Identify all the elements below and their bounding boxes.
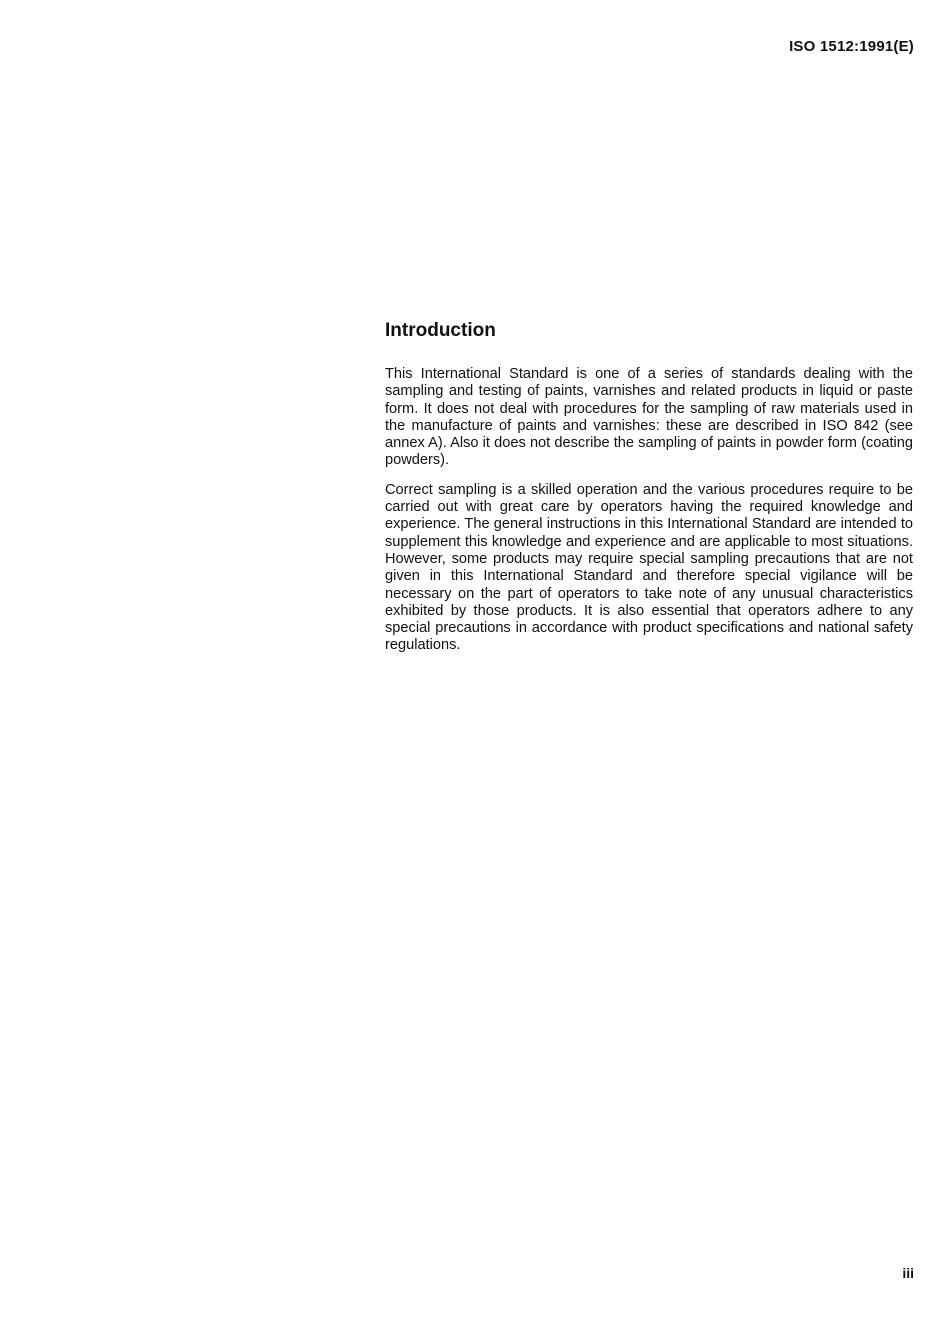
document-header-standard-id: ISO 1512:1991(E) xyxy=(789,38,914,55)
page-number: iii xyxy=(902,1265,914,1281)
introduction-section xyxy=(385,318,913,667)
paragraph-2: Correct sampling is a skilled operation and the various procedures require to be carried out with great care by operators having the required knowledge and experience. The general instructions in this International Standard are intended to supplement this knowledge and experience and are applicable to most situations. However, some products may require special sampling precautions that are not given in this International Standard and therefore special vigilance will be necessary on the part of operators to take note of any unusual characteristics exhibited by those products. It is also essential that operators adhere to any special precautions in accordance with product specifications and national safety regulations. xyxy=(385,481,913,654)
section-title: Introduction xyxy=(385,320,496,341)
paragraph-1: This International Standard is one of a series of standards dealing with the sampling and testing of paints, varnishes and related products in liquid or paste form. It does not deal with procedures for the sampling of raw materials used in the manufacture of paints and varnishes: these are described in ISO 842 (see annex A). Also it does not describe the sampling of paints in powder form (coating powders). xyxy=(385,366,913,469)
